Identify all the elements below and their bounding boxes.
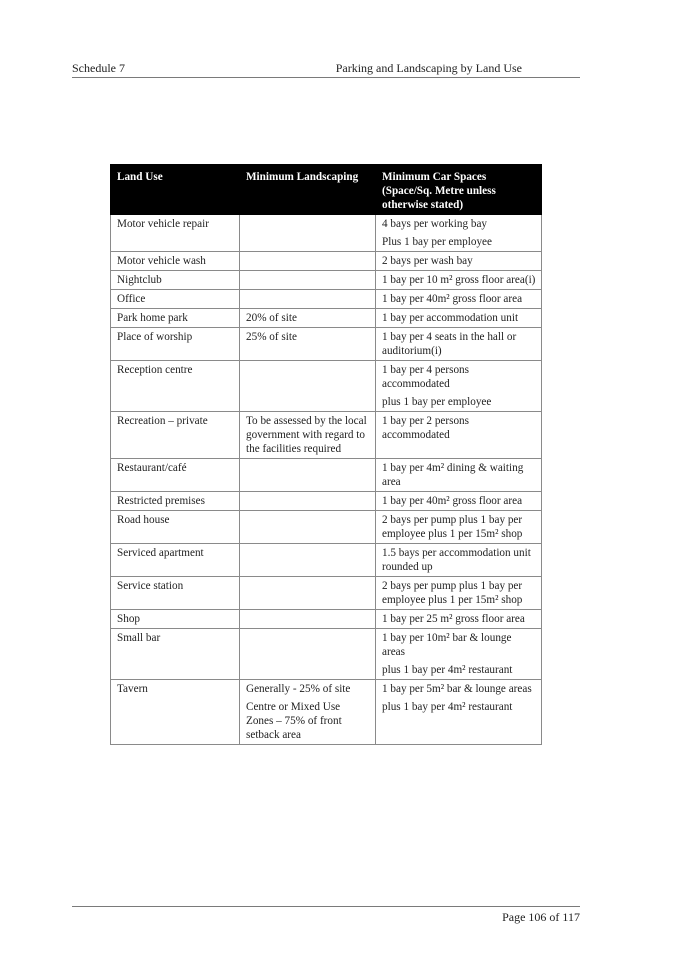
car-spaces-cell (376, 610, 542, 629)
table-row (111, 361, 542, 412)
landscaping-cell (240, 271, 376, 290)
landscaping-cell (240, 544, 376, 577)
header-land-use: Land Use (111, 165, 240, 215)
car-spaces-cell (376, 680, 542, 745)
page-header (72, 61, 580, 78)
car-spaces-cell (376, 309, 542, 328)
landscaping-cell (240, 309, 376, 328)
table-body (111, 215, 542, 745)
car-spaces-cell-text: 2 bays per wash bay (382, 255, 473, 267)
car-spaces-cell (376, 290, 542, 309)
car-spaces-cell-text: plus 1 bay per employee (382, 396, 492, 408)
car-spaces-cell (376, 271, 542, 290)
landscaping-cell (240, 492, 376, 511)
land-use-cell: Reception centre (111, 361, 240, 412)
landscaping-cell (240, 459, 376, 492)
car-spaces-cell-text: 1 bay per 40m² gross floor area (382, 495, 523, 507)
car-spaces-cell-text: 2 bays per pump plus 1 bay per employee plus 1 per 15m² shop (382, 514, 523, 540)
table-row (111, 577, 542, 610)
landscaping-cell (240, 610, 376, 629)
land-use-cell: Road house (111, 511, 240, 544)
car-spaces-cell-text: 2 bays per pump plus 1 bay per employee plus 1 per 15m² shop (382, 580, 523, 606)
header-min-landscaping: Minimum Landscaping (240, 165, 376, 215)
car-spaces-cell (376, 629, 542, 680)
page-footer (72, 906, 580, 924)
landscaping-cell-text: Centre or Mixed Use Zones – 75% of front setback area (246, 701, 342, 741)
landscaping-cell (240, 412, 376, 459)
car-spaces-cell (376, 577, 542, 610)
table-row (111, 459, 542, 492)
car-spaces-cell (376, 412, 542, 459)
car-spaces-cell-text: Plus 1 bay per employee (382, 236, 492, 248)
table-row (111, 252, 542, 271)
car-spaces-cell-text: 1.5 bays per accommodation unit rounded up (382, 547, 531, 573)
car-spaces-cell-text: 1 bay per 4 seats in the hall or auditorium(i) (382, 331, 517, 357)
land-use-cell: Recreation – private (111, 412, 240, 459)
table-row (111, 629, 542, 680)
landscaping-cell (240, 252, 376, 271)
car-spaces-cell-text: plus 1 bay per 4m² restaurant (382, 701, 513, 713)
landscaping-cell (240, 577, 376, 610)
land-use-cell: Nightclub (111, 271, 240, 290)
car-spaces-cell-text: 1 bay per 4m² dining & waiting area (382, 462, 524, 488)
table-row (111, 412, 542, 459)
land-use-cell: Shop (111, 610, 240, 629)
landscaping-cell (240, 215, 376, 252)
car-spaces-cell-text: 1 bay per 10 m² gross floor area(i) (382, 274, 536, 286)
car-spaces-cell-text: 1 bay per 10m² bar & lounge areas (382, 632, 512, 658)
landscaping-cell (240, 629, 376, 680)
land-use-cell: Motor vehicle wash (111, 252, 240, 271)
car-spaces-cell-text: 1 bay per 5m² bar & lounge areas (382, 683, 532, 695)
car-spaces-cell-text: 1 bay per 40m² gross floor area (382, 293, 523, 305)
landscaping-cell-text: Generally - 25% of site (246, 683, 351, 695)
table-row (111, 328, 542, 361)
page-number: Page 106 of 117 (502, 910, 580, 924)
table-row (111, 511, 542, 544)
car-spaces-cell-text: 1 bay per 2 persons accommodated (382, 415, 469, 441)
landscaping-cell-text: 20% of site (246, 312, 297, 324)
car-spaces-cell-text: 1 bay per 4 persons accommodated (382, 364, 469, 390)
landscaping-cell (240, 328, 376, 361)
land-use-cell: Tavern (111, 680, 240, 745)
land-use-cell: Restricted premises (111, 492, 240, 511)
land-use-cell: Motor vehicle repair (111, 215, 240, 252)
landscaping-cell (240, 680, 376, 745)
table-row (111, 680, 542, 745)
landscaping-cell-text: To be assessed by the local government with regard to the facilities required (246, 415, 367, 455)
header-min-car-spaces: Minimum Car Spaces (Space/Sq. Metre unless otherwise stated) (376, 165, 542, 215)
car-spaces-cell (376, 544, 542, 577)
car-spaces-cell (376, 361, 542, 412)
land-use-cell: Office (111, 290, 240, 309)
car-spaces-cell (376, 511, 542, 544)
table-row (111, 215, 542, 252)
table-row (111, 271, 542, 290)
land-use-cell: Restaurant/café (111, 459, 240, 492)
table-header-row (111, 165, 542, 215)
car-spaces-cell-text: 1 bay per 25 m² gross floor area (382, 613, 525, 625)
car-spaces-cell-text: 1 bay per accommodation unit (382, 312, 519, 324)
car-spaces-cell (376, 492, 542, 511)
table-row (111, 610, 542, 629)
schedule-label: Schedule 7 (72, 61, 125, 75)
car-spaces-cell (376, 252, 542, 271)
car-spaces-cell (376, 328, 542, 361)
land-use-cell: Park home park (111, 309, 240, 328)
table-row (111, 544, 542, 577)
land-use-cell: Small bar (111, 629, 240, 680)
car-spaces-cell (376, 215, 542, 252)
header-title: Parking and Landscaping by Land Use (335, 61, 522, 75)
car-spaces-cell-text: plus 1 bay per 4m² restaurant (382, 664, 513, 676)
landscaping-cell (240, 290, 376, 309)
table-row (111, 309, 542, 328)
table-row (111, 492, 542, 511)
car-spaces-cell-text: 4 bays per working bay (382, 218, 488, 230)
land-use-cell: Place of worship (111, 328, 240, 361)
landscaping-cell (240, 511, 376, 544)
land-use-cell: Serviced apartment (111, 544, 240, 577)
landscaping-cell-text: 25% of site (246, 331, 297, 343)
land-use-cell: Service station (111, 577, 240, 610)
landscaping-cell (240, 361, 376, 412)
parking-landscaping-table (110, 164, 542, 745)
car-spaces-cell (376, 459, 542, 492)
table-row (111, 290, 542, 309)
